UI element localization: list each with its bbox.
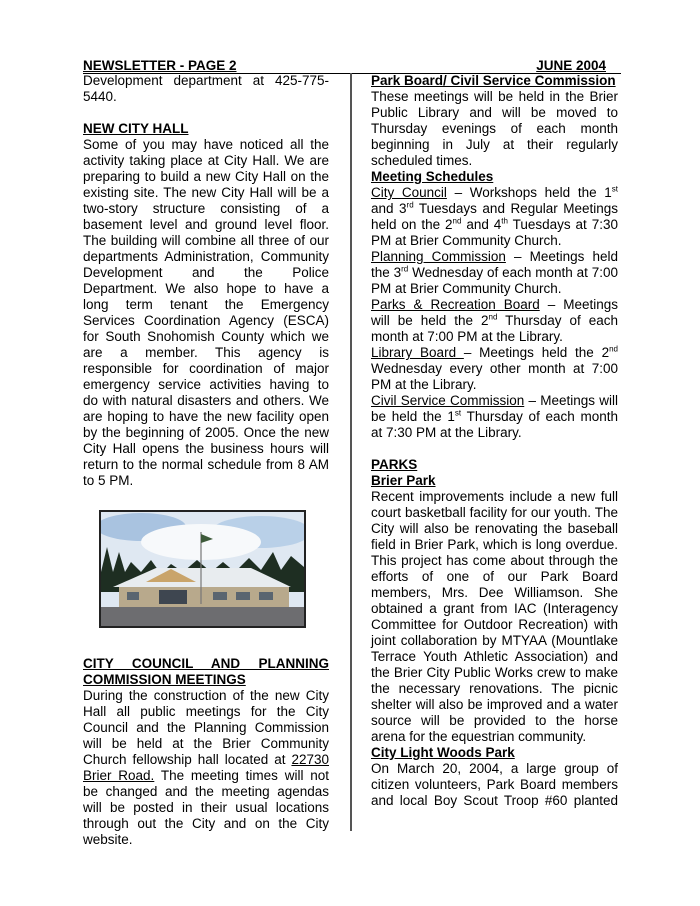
intro-paragraph: Development department at 425-775-5440.: [83, 73, 329, 104]
newsletter-page-label: NEWSLETTER - PAGE 2: [83, 58, 237, 73]
new-city-hall-heading: NEW CITY HALL: [83, 121, 189, 136]
ordinal: rd: [401, 264, 409, 274]
meetings-section: [83, 656, 329, 848]
schedule-city-council: [371, 185, 618, 249]
schedule-text: and 4: [461, 217, 502, 232]
left-column: [83, 73, 329, 489]
schedule-text: Tuesdays at 7:30 PM at Brier Community Church.: [371, 217, 618, 248]
entrance: [159, 590, 187, 604]
meetings-body-text-2: The meeting times will not be changed and the meeting agendas will be posted in their usual locations through out the City and on the City website.: [83, 768, 329, 847]
park-board-body: These meetings will be held in the Brier Public Library and will be moved to Thursday evenings of each month beginning in July at their regularly scheduled times.: [371, 89, 618, 168]
window: [127, 592, 139, 600]
city-light-woods-heading: City Light Woods Park: [371, 745, 515, 760]
page-header: [83, 58, 621, 73]
right-column: [371, 73, 618, 809]
ordinal: st: [611, 184, 618, 194]
schedule-text: – Meetings held the 2: [463, 345, 610, 360]
schedule-label: Planning Commission: [371, 249, 506, 264]
parks-heading: PARKS: [371, 457, 418, 472]
meetings-body-text: During the construction of the new City Hall all public meetings for the City Council and the Planning Commission will be held at the Brier Community Church fellowship hall located at: [83, 688, 329, 767]
city-hall-photo: [99, 510, 306, 628]
schedule-text: Thursday of each month at 7:00 PM at the Library.: [371, 313, 618, 344]
schedule-planning-commission: [371, 249, 618, 297]
schedule-text: – Meetings held the 3: [371, 249, 618, 280]
ordinal: rd: [406, 200, 414, 210]
schedule-parks-recreation: [371, 297, 618, 345]
city-light-woods-body: On March 20, 2004, a large group of citizen volunteers, Park Board members and local Boy Scout Troop #60 planted: [371, 761, 618, 808]
meetings-heading-line2: COMMISSION MEETINGS: [83, 672, 246, 687]
park-board-heading: Park Board/ Civil Service Commission: [371, 73, 616, 88]
pavement: [101, 607, 304, 626]
issue-date: JUNE 2004: [536, 58, 606, 73]
meetings-body: [83, 688, 329, 848]
schedule-label: Parks & Recreation Board: [371, 297, 540, 312]
brier-park-heading: Brier Park: [371, 473, 436, 488]
schedule-text: Wednesday of each month at 7:00 PM at Brier Community Church.: [371, 265, 619, 296]
ordinal: nd: [488, 312, 498, 322]
schedule-label: Civil Service Commission: [371, 393, 525, 408]
schedule-text: – Meetings will be held the 2: [371, 297, 618, 328]
schedule-text: Thursday of each month at 7:30 PM at the Library.: [371, 409, 618, 440]
schedule-text: Tuesdays and Regular Meetings held on the 2: [371, 201, 618, 232]
window: [259, 592, 273, 600]
ordinal: st: [454, 408, 462, 418]
column-divider: [350, 73, 352, 831]
window: [213, 592, 227, 600]
schedule-civil-service: [371, 393, 618, 441]
meetings-heading-line1: CITY COUNCIL AND PLANNING: [83, 656, 329, 671]
window: [236, 592, 250, 600]
schedule-library-board: [371, 345, 618, 393]
ordinal: nd: [452, 216, 462, 226]
schedule-label: City Council: [371, 185, 447, 200]
new-city-hall-body: Some of you may have noticed all the activity taking place at City Hall. We are preparing to build a new City Hall on the existing site. The new City Hall will be a two-story structure consisting of a basement level and ground level floor. The building will combine all three of our departments Administration, Community Development and the Police Department. We also hope to have a long term tenant the Emergency Services Coordination Agency (ESCA) for South Snohomish County which we are a member. This agency is responsible for coordination of major emergency service activities having to do with natural disasters and others. We are hoping to have the new facility open by the beginning of 2005. Once the new City Hall opens the business hours will return to the normal schedule from 8 AM to 5 PM.: [83, 137, 329, 488]
schedule-text: – Workshops held the 1: [446, 185, 612, 200]
schedule-text: – Meetings will be held the 1: [371, 393, 618, 424]
city-hall-image: [101, 512, 304, 626]
ordinal: th: [501, 216, 508, 226]
brier-park-body: Recent improvements include a new full court basketball facility for our youth. The City will also be renovating the baseball field in Brier Park, which is long overdue. This project has come about through the efforts of one of our Park Board members, Mrs. Dee Williamson. She obtained a grant from IAC (Interagency Committee for Outdoor Recreation) with joint collaboration by MTYAA (Mountlake Terrace Youth Athletic Association) and the Brier City Public Works crew to make the necessary renovations. The picnic shelter will also be improved and a water source will be provided to the horse arena for the equestrian community.: [371, 489, 618, 744]
schedule-text: and 3: [371, 201, 407, 216]
church-address: 22730 Brier Road.: [83, 752, 329, 783]
meeting-schedules-heading: Meeting Schedules: [371, 169, 494, 184]
schedule-label: Library Board: [371, 345, 464, 360]
ordinal: nd: [609, 344, 618, 354]
schedule-text: Wednesday every other month at 7:00 PM at the Library.: [371, 361, 618, 392]
